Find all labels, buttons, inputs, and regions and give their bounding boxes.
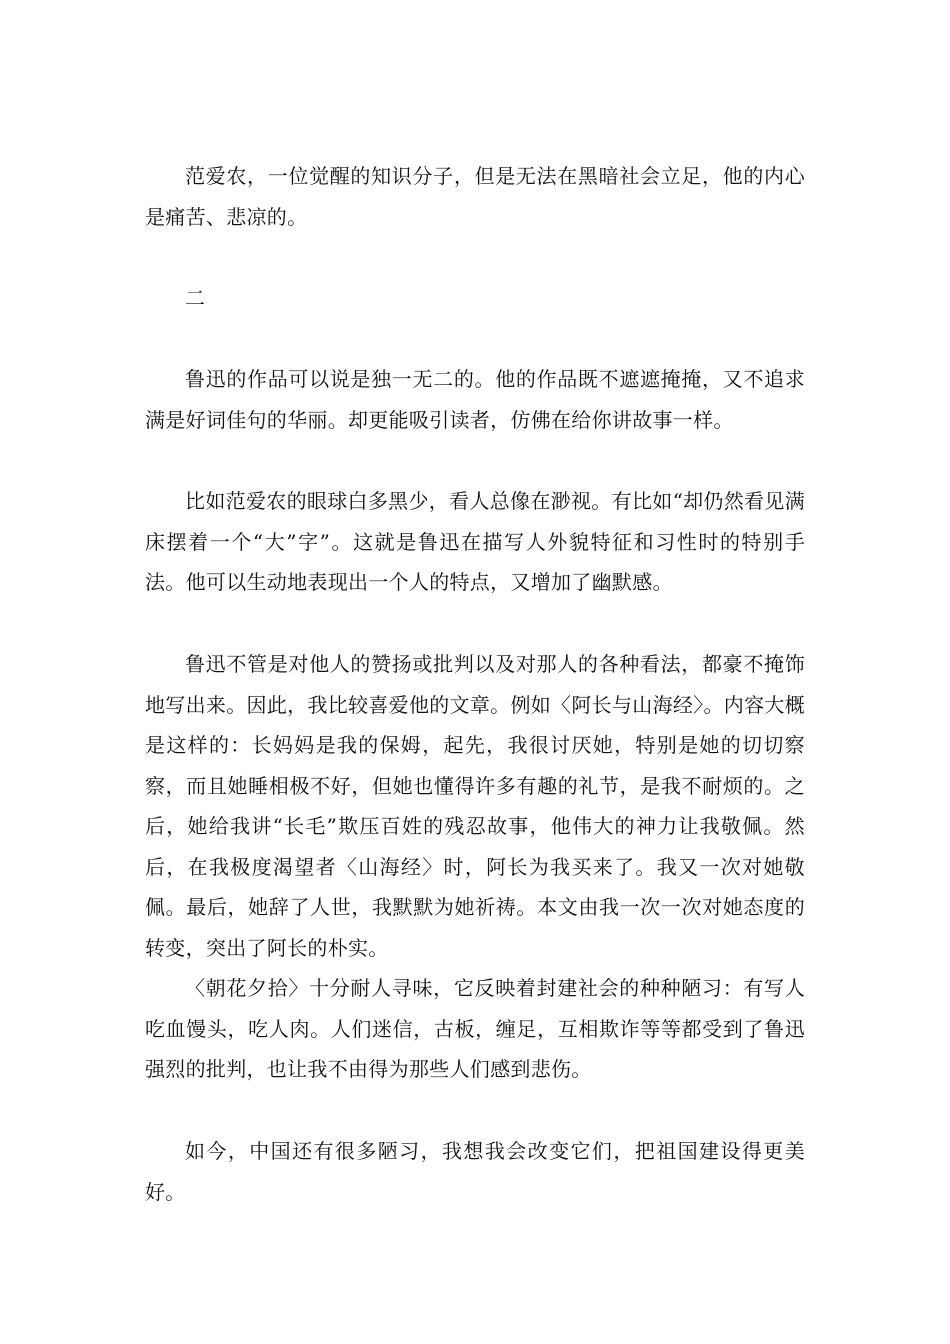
paragraph-fan-ainong: 范爱农，一位觉醒的知识分子，但是无法在黑暗社会立足，他的内心是痛苦、悲凉的。 [145, 164, 805, 229]
paragraph-writing-technique: 比如范爱农的眼球白多黑少，看人总像在渺视。有比如“却仍然看见满床摆着一个“大”字”。这就是鲁迅在描写人外貌特征和习性时的特别手法。他可以生动地表现出一个人的特点，又增加了幽默感。 [145, 489, 805, 594]
paragraph-a-chang: 鲁迅不管是对他人的赞扬或批判以及对那人的各种看法，都豪不掩饰地写出来。因此，我比较喜爱他的文章。例如〈阿长与山海经〉。内容大概是这样的：长妈妈是我的保姆，起先，我很讨厌她，特别是她的切切察察，而且她睡相极不好，但她也懂得许多有趣的礼节，是我不耐烦的。之后，她给我讲“长毛”欺压百姓的残忍故事，他伟大的神力让我敬佩。然后，在我极度渴望者〈山海经〉时，阿长为我买来了。我又一次对她敬佩。最后，她辞了人世，我默默为她祈祷。本文由我一次一次对她态度的转变，突出了阿长的朴实。 [145, 652, 805, 960]
paragraph-zhaohua-xishi: 〈朝花夕拾〉十分耐人寻味，它反映着封建社会的种种陋习：有写人吃血馒头，吃人肉。人们迷信，古板，缠足，互相欺诈等等都受到了鲁迅强烈的批判，也让我不由得为那些人们感到悲伤。 [145, 976, 805, 1081]
section-heading: 二 [185, 286, 206, 310]
paragraph-conclusion: 如今，中国还有很多陋习，我想我会改变它们，把祖国建设得更美好。 [145, 1139, 805, 1204]
paragraph-works-style: 鲁迅的作品可以说是独一无二的。他的作品既不遮遮掩掩，又不追求满是好词佳句的华丽。却更能吸引读者，仿佛在给你讲故事一样。 [145, 367, 805, 432]
